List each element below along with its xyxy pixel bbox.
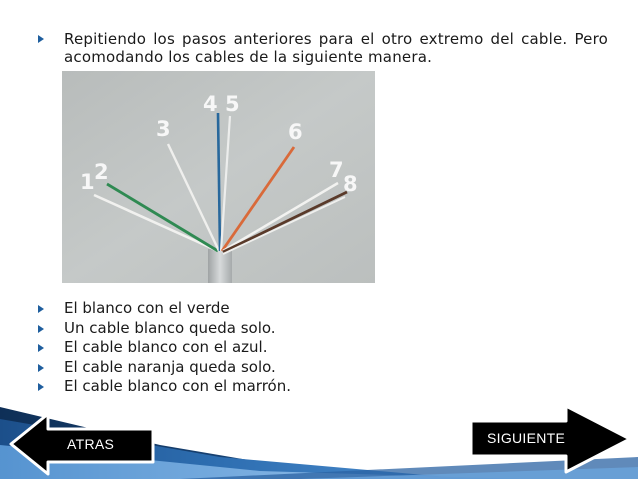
photo-label-4: 4 [203, 92, 218, 116]
next-button[interactable] [468, 403, 634, 475]
list-item [38, 299, 438, 319]
photo-label-2: 2 [94, 160, 109, 184]
photo-label-1: 1 [80, 170, 95, 194]
intro-text: Repitiendo los pasos anteriores para el otro extremo del cable. Pero acomodando los cables de la siguiente manera. [64, 30, 608, 66]
photo-label-5: 5 [225, 92, 240, 116]
photo-label-6: 6 [288, 120, 303, 144]
back-button[interactable] [8, 412, 158, 476]
list-item-text: El cable naranja queda solo. [64, 357, 276, 376]
bullet-arrow-icon [38, 325, 44, 333]
list-item [38, 319, 438, 339]
list-item-text: El cable blanco con el marrón. [64, 377, 291, 395]
list-item-text: El cable blanco con el azul. [64, 338, 268, 356]
bullet-arrow-icon [38, 305, 44, 313]
instruction-list [38, 299, 438, 397]
list-item-text: Un cable blanco queda solo. [64, 318, 276, 337]
photo-label-3: 3 [156, 117, 171, 141]
list-item [38, 338, 438, 358]
cable-photo [62, 71, 375, 283]
intro-bullet [38, 30, 608, 66]
photo-label-7: 7 [329, 158, 344, 182]
list-item-text: El blanco con el verde [64, 299, 230, 317]
back-button-label: ATRAS [67, 436, 115, 452]
next-button-label: SIGUIENTE [487, 430, 566, 446]
photo-label-8: 8 [343, 172, 358, 196]
bullet-arrow-icon [38, 35, 44, 43]
bullet-arrow-icon [38, 364, 44, 372]
list-item [38, 358, 438, 378]
bullet-arrow-icon [38, 383, 44, 391]
list-item [38, 377, 438, 397]
bullet-arrow-icon [38, 344, 44, 352]
